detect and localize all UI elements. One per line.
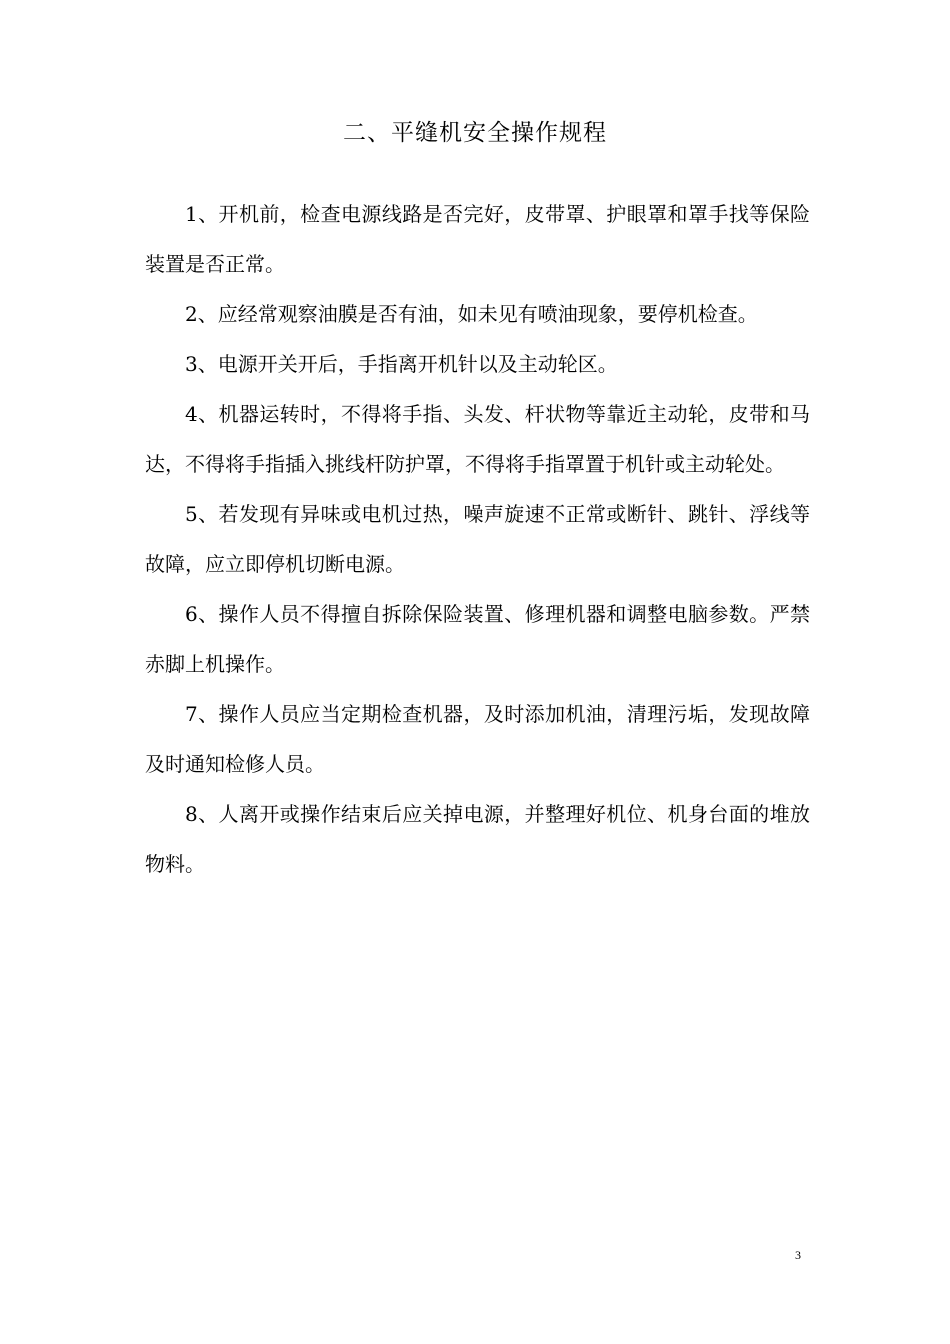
paragraph-6: 6、操作人员不得擅自拆除保险装置、修理机器和调整电脑参数。严禁赤脚上机操作。 xyxy=(145,602,810,676)
paragraph-8: 8、人离开或操作结束后应关掉电源，并整理好机位、机身台面的堆放物料。 xyxy=(145,802,810,876)
paragraph-3: 3、电源开关开后，手指离开机针以及主动轮区。 xyxy=(185,352,618,376)
paragraph-5: 5、若发现有异味或电机过热，噪声旋速不正常或断针、跳针、浮线等故障，应立即停机切断电源。 xyxy=(145,502,810,576)
page-title: 二、平缝机安全操作规程 xyxy=(343,120,607,146)
document-body xyxy=(145,189,810,889)
paragraph-2: 2、应经常观察油膜是否有油，如未见有喷油现象，要停机检查。 xyxy=(185,302,758,326)
paragraph-1: 1、开机前，检查电源线路是否完好，皮带罩、护眼罩和罩手找等保险装置是否正常。 xyxy=(145,202,810,276)
paragraph-4: 4、机器运转时，不得将手指、头发、杆状物等靠近主动轮，皮带和马达，不得将手指插入挑线杆防护罩，不得将手指罩置于机针或主动轮处。 xyxy=(145,402,810,476)
paragraph-7: 7、操作人员应当定期检查机器，及时添加机油，清理污垢，发现故障及时通知检修人员。 xyxy=(145,702,810,776)
page-number: 3 xyxy=(795,1248,801,1262)
